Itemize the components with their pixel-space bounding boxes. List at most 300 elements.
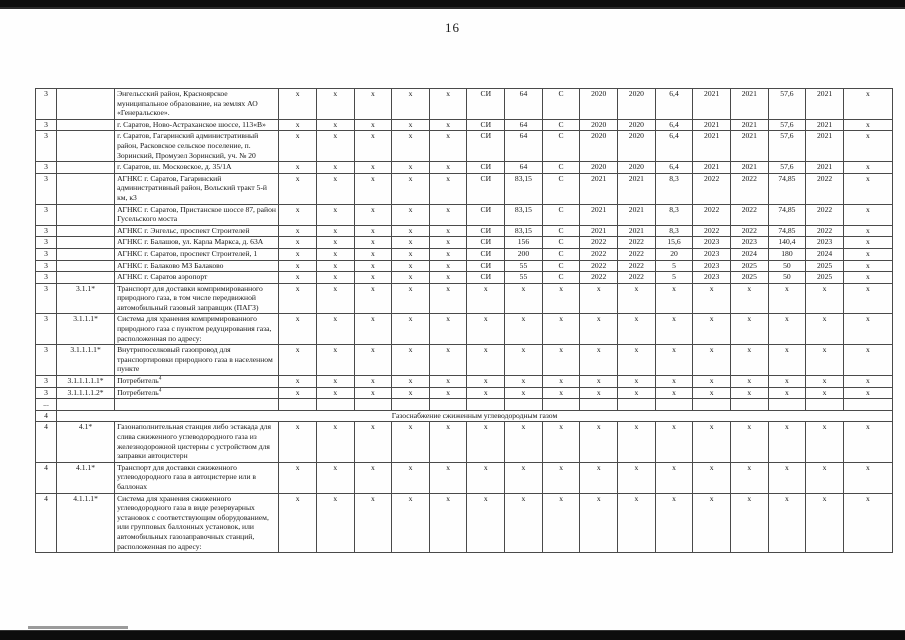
value-cell: x [467,283,505,314]
value-cell: x [693,493,731,553]
value-cell: x [843,162,892,174]
table-row [36,462,893,493]
value-cell: x [429,260,467,272]
value-cell: x [429,248,467,260]
value-cell: x [768,345,806,376]
value-cell: x [392,260,430,272]
value-cell: x [429,493,467,553]
value-cell: 2020 [618,89,656,120]
value-cell: 2021 [618,225,656,237]
value-cell: x [843,260,892,272]
value-cell: 2021 [730,131,768,162]
value-cell: x [693,314,731,345]
value-cell: 15,6 [655,237,693,249]
row-number-cell: 3 [36,119,57,131]
value-cell: x [429,162,467,174]
row-number-cell: 3 [36,314,57,345]
value-cell: x [693,283,731,314]
row-number-cell: 3 [36,162,57,174]
value-cell: x [392,272,430,284]
value-cell: 2022 [618,260,656,272]
value-cell [542,399,580,411]
value-cell: 200 [505,248,543,260]
value-cell: 2020 [580,89,618,120]
value-cell: x [316,237,354,249]
value-cell: x [429,422,467,462]
item-code-cell [57,272,115,284]
table-row [36,248,893,260]
row-number-cell: 3 [36,248,57,260]
value-cell: x [279,272,317,284]
value-cell: x [392,119,430,131]
value-cell: x [279,493,317,553]
value-cell: x [279,422,317,462]
value-cell: x [580,345,618,376]
description-cell: Система для хранения сжиженного углеводородного газа в виде резервуарных установок с соответствующим оборудованием, или групповых баллонных установок, или автомобильных газозаправочных станций, расположенная по адресу: [115,493,279,553]
value-cell: x [429,462,467,493]
description-cell: Транспорт для доставки сжиженного углеводородного газа в автоцистерне или в баллонах [115,462,279,493]
value-cell: x [316,225,354,237]
value-cell: x [392,248,430,260]
value-cell [768,399,806,411]
table-body [36,89,893,553]
footnote-marker: 4 [158,387,162,394]
value-cell: x [316,204,354,225]
value-cell: x [580,493,618,553]
value-cell: 2020 [618,119,656,131]
value-cell: 2023 [730,237,768,249]
value-cell: x [768,387,806,399]
value-cell: x [693,462,731,493]
value-cell: x [806,314,844,345]
value-cell: x [316,387,354,399]
description-cell: г. Саратов, ш. Московское, д. 35/1А [115,162,279,174]
value-cell: x [618,462,656,493]
value-cell: x [354,260,392,272]
value-cell: 2022 [693,204,731,225]
value-cell: x [655,283,693,314]
footnote-marker: 4 [158,375,162,382]
value-cell: x [279,237,317,249]
value-cell: 2022 [693,225,731,237]
value-cell: 2021 [730,89,768,120]
value-cell: x [316,422,354,462]
value-cell: 55 [505,272,543,284]
value-cell: x [618,283,656,314]
value-cell: С [542,248,580,260]
value-cell: x [618,376,656,388]
value-cell: x [316,493,354,553]
value-cell: x [693,345,731,376]
value-cell: С [542,272,580,284]
value-cell: 2022 [618,272,656,284]
value-cell: x [843,248,892,260]
value-cell: 57,6 [768,131,806,162]
value-cell: 74,85 [768,173,806,204]
value-cell: 2021 [806,131,844,162]
value-cell: x [806,422,844,462]
description-cell: Потребитель$^4$ [115,376,279,388]
value-cell: x [542,283,580,314]
value-cell: 57,6 [768,89,806,120]
value-cell: 8,3 [655,204,693,225]
value-cell: 50 [768,260,806,272]
value-cell: 2022 [730,204,768,225]
item-code-cell [57,399,115,411]
value-cell: x [730,376,768,388]
value-cell: С [542,237,580,249]
value-cell: x [392,131,430,162]
value-cell: x [429,204,467,225]
value-cell: x [279,173,317,204]
value-cell [505,399,543,411]
value-cell: x [655,376,693,388]
value-cell: x [279,376,317,388]
value-cell: x [429,376,467,388]
value-cell [580,399,618,411]
value-cell: x [467,345,505,376]
value-cell: x [429,314,467,345]
value-cell: x [843,204,892,225]
value-cell: 83,15 [505,204,543,225]
value-cell: x [843,272,892,284]
value-cell: x [392,314,430,345]
table-row [36,493,893,553]
value-cell [806,399,844,411]
value-cell: x [392,387,430,399]
value-cell: СИ [467,173,505,204]
value-cell: x [392,237,430,249]
value-cell: СИ [467,204,505,225]
value-cell: x [768,283,806,314]
item-code-cell: 4.1* [57,422,115,462]
value-cell: x [693,376,731,388]
value-cell: x [768,462,806,493]
value-cell: x [542,314,580,345]
description-cell: г. Саратов, Ново-Астраханское шоссе, 113«В» [115,119,279,131]
value-cell: СИ [467,225,505,237]
row-number-cell: 3 [36,131,57,162]
value-cell: 2020 [580,131,618,162]
item-code-cell: 3.1.1.1.1.1* [57,376,115,388]
value-cell: СИ [467,272,505,284]
value-cell: 2020 [580,119,618,131]
value-cell: x [843,225,892,237]
value-cell: 2022 [580,260,618,272]
value-cell: x [429,387,467,399]
value-cell: x [843,462,892,493]
value-cell: 50 [768,272,806,284]
value-cell: 2021 [618,173,656,204]
value-cell: x [279,131,317,162]
value-cell: x [467,387,505,399]
row-number-cell: 4 [36,493,57,553]
table-row [36,283,893,314]
value-cell: x [843,387,892,399]
value-cell: С [542,204,580,225]
item-code-cell: 3.1.1.1* [57,314,115,345]
value-cell: x [392,462,430,493]
value-cell: 2022 [806,225,844,237]
value-cell: 2020 [618,131,656,162]
value-cell: x [467,462,505,493]
value-cell: x [392,345,430,376]
value-cell: x [580,314,618,345]
value-cell: 2023 [693,248,731,260]
scan-artifact-bottom-bar [0,630,905,640]
value-cell: x [279,314,317,345]
value-cell: 2022 [580,237,618,249]
value-cell: СИ [467,131,505,162]
value-cell: x [279,387,317,399]
value-cell: 2022 [618,248,656,260]
row-number-cell: 3 [36,387,57,399]
value-cell: x [580,422,618,462]
value-cell: x [768,376,806,388]
value-cell: С [542,260,580,272]
value-cell: 2022 [730,173,768,204]
value-cell: 156 [505,237,543,249]
value-cell: x [505,376,543,388]
value-cell: x [806,462,844,493]
table-row [36,119,893,131]
value-cell: x [618,345,656,376]
value-cell: x [843,131,892,162]
value-cell: x [505,493,543,553]
value-cell: 2020 [580,162,618,174]
value-cell: x [505,314,543,345]
value-cell: x [542,387,580,399]
value-cell: С [542,89,580,120]
value-cell: x [354,119,392,131]
value-cell: x [392,422,430,462]
value-cell: 2024 [730,248,768,260]
value-cell [730,399,768,411]
value-cell: x [392,225,430,237]
value-cell: x [354,225,392,237]
item-code-cell: 3.1.1.1.1* [57,345,115,376]
row-number-cell: 4 [36,422,57,462]
value-cell: x [618,493,656,553]
value-cell: x [467,493,505,553]
value-cell: x [279,204,317,225]
value-cell: x [392,283,430,314]
value-cell: x [279,260,317,272]
value-cell [392,399,430,411]
value-cell: x [806,387,844,399]
value-cell: x [279,119,317,131]
value-cell: x [843,173,892,204]
description-cell: АГНКС г. Саратов, Пристанское шоссе 87, район Гусельского моста [115,204,279,225]
value-cell: x [316,283,354,314]
row-number-cell: 3 [36,260,57,272]
value-cell: x [354,131,392,162]
value-cell: x [467,314,505,345]
value-cell: x [354,387,392,399]
value-cell: x [580,462,618,493]
table-row [36,204,893,225]
description-cell: г. Саратов, Гагаринский административный район, Расковское сельское поселение, п. Зоринский, Промузел Зоринский, уч. № 20 [115,131,279,162]
value-cell: x [354,89,392,120]
row-number-cell: 3 [36,225,57,237]
value-cell: 6,4 [655,131,693,162]
value-cell [843,399,892,411]
table-row [36,314,893,345]
value-cell: x [768,422,806,462]
value-cell: x [316,462,354,493]
value-cell: 140,4 [768,237,806,249]
value-cell: x [354,283,392,314]
item-code-cell: 4.1.1.1* [57,493,115,553]
value-cell: x [730,345,768,376]
value-cell: x [542,376,580,388]
scan-artifact-smudge [28,626,128,629]
value-cell: 2023 [806,237,844,249]
value-cell: x [505,283,543,314]
value-cell: x [279,345,317,376]
value-cell: x [730,314,768,345]
value-cell: 2021 [693,162,731,174]
value-cell: x [279,162,317,174]
item-code-cell [57,119,115,131]
section-header-cell: Газоснабжение сжиженным углеводородным газом [57,410,893,422]
value-cell: x [730,422,768,462]
value-cell: 2021 [806,89,844,120]
value-cell: 2025 [806,260,844,272]
value-cell: 2023 [693,237,731,249]
value-cell: 8,3 [655,173,693,204]
value-cell: x [354,345,392,376]
value-cell [655,399,693,411]
value-cell: 2021 [618,204,656,225]
value-cell: x [316,89,354,120]
value-cell: x [730,493,768,553]
value-cell: x [354,272,392,284]
value-cell: x [693,387,731,399]
value-cell: 6,4 [655,162,693,174]
description-cell: АГНКС г. Саратов, Гагаринский административный район, Вольский тракт 5-й км, к3 [115,173,279,204]
value-cell: x [505,345,543,376]
table-row [36,162,893,174]
value-cell: x [354,422,392,462]
item-code-cell [57,173,115,204]
description-cell: Газонаполнительная станция либо эстакада для слива сжиженного углеводородного газа из железнодорожной цистерны с устройством для заправки автоцистерн [115,422,279,462]
value-cell: 83,15 [505,225,543,237]
value-cell: x [392,493,430,553]
value-cell: 5 [655,272,693,284]
page-number: 16 [445,20,460,35]
value-cell: x [505,462,543,493]
value-cell: 2021 [580,173,618,204]
value-cell: СИ [467,260,505,272]
value-cell: 2025 [730,272,768,284]
description-cell: Внутрипоселковый газопровод для транспортировки природного газа в населенном пункте [115,345,279,376]
value-cell [429,399,467,411]
value-cell: С [542,119,580,131]
item-code-cell: 4.1.1* [57,462,115,493]
value-cell: СИ [467,248,505,260]
value-cell: x [429,283,467,314]
value-cell: x [279,248,317,260]
description-cell: АГНКС г. Балашов, ул. Карла Маркса, д. 63А [115,237,279,249]
value-cell: 2022 [806,204,844,225]
value-cell: x [843,422,892,462]
row-number-cell: ... [36,399,57,411]
value-cell: x [730,387,768,399]
value-cell: 5 [655,260,693,272]
value-cell: x [768,314,806,345]
table-row [36,410,893,422]
value-cell: x [316,248,354,260]
value-cell: С [542,173,580,204]
value-cell: x [655,422,693,462]
value-cell: x [693,422,731,462]
value-cell: x [392,89,430,120]
row-number-cell: 3 [36,237,57,249]
value-cell: 2021 [580,225,618,237]
value-cell: x [542,422,580,462]
item-code-cell [57,248,115,260]
row-number-cell: 4 [36,410,57,422]
value-cell: СИ [467,162,505,174]
value-cell: x [655,345,693,376]
value-cell: x [806,345,844,376]
table-row [36,272,893,284]
item-code-cell [57,225,115,237]
value-cell: x [316,119,354,131]
value-cell: x [316,162,354,174]
description-cell: АГНКС г. Саратов, проспект Строителей, 1 [115,248,279,260]
value-cell: x [580,387,618,399]
value-cell: x [429,272,467,284]
value-cell: 2022 [580,248,618,260]
value-cell: С [542,131,580,162]
value-cell: 20 [655,248,693,260]
item-code-cell: 3.1.1.1.1.2* [57,387,115,399]
description-cell: АГНКС г. Балаково МЗ Балаково [115,260,279,272]
value-cell: x [279,89,317,120]
table-row [36,225,893,237]
value-cell: x [843,376,892,388]
value-cell: 2020 [618,162,656,174]
value-cell: С [542,162,580,174]
row-number-cell: 3 [36,173,57,204]
value-cell: 2023 [693,260,731,272]
value-cell: 2022 [618,237,656,249]
item-code-cell [57,260,115,272]
value-cell: x [316,131,354,162]
scan-artifact-top-bar [0,0,905,9]
value-cell: СИ [467,89,505,120]
value-cell: x [655,314,693,345]
row-number-cell: 3 [36,272,57,284]
value-cell: x [354,237,392,249]
value-cell: x [316,376,354,388]
value-cell: x [354,248,392,260]
value-cell: x [429,173,467,204]
description-cell: Потребитель$^4$ [115,387,279,399]
value-cell: x [843,345,892,376]
value-cell: 2021 [580,204,618,225]
row-number-cell: 4 [36,462,57,493]
value-cell: x [843,89,892,120]
value-cell: x [542,345,580,376]
value-cell: x [429,119,467,131]
description-cell: АГНКС г. Саратов аэропорт [115,272,279,284]
value-cell: x [316,314,354,345]
row-number-cell: 3 [36,89,57,120]
value-cell: СИ [467,119,505,131]
